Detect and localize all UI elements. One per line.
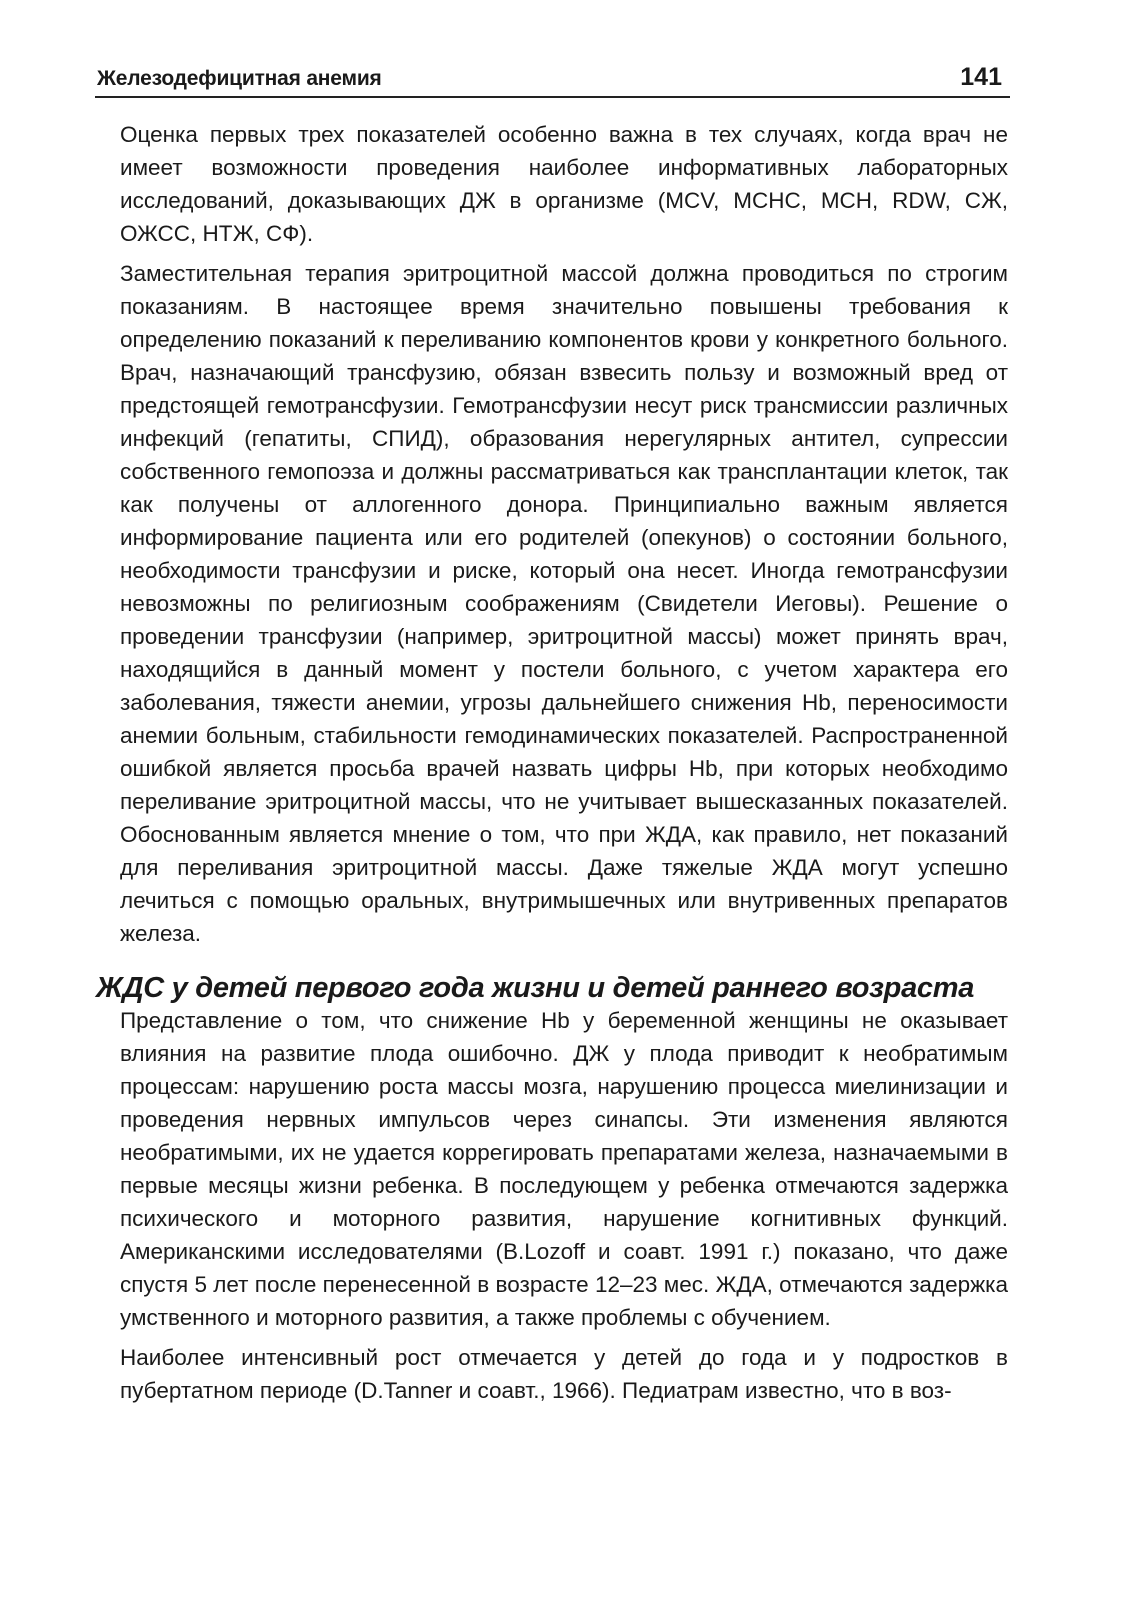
running-title: Железодефицитная анемия [97,67,382,90]
paragraph: Представление о том, что снижение Hb у беременной женщины не оказывает влияния на развитие плода ошибочно. ДЖ у плода приводит к необратимым процессам: нарушению роста массы мозга, нарушению процесса миелинизации и проведения нервных импульсов через синапсы. Эти изменения являются необратимыми, их не удается коррегировать препаратами железа, назначаемыми в первые месяцы жизни ребенка. В последующем у ребенка отмечаются задержка психического и моторного развития, нарушение когнитивных функций. Американскими исследователями (B.Lozoff и соавт. 1991 г.) показано, что даже спустя 5 лет после перенесенной в возрасте 12–23 мес. ЖДА, отмечаются задержка умственного и моторного развития, а также проблемы с обучением. [120,1008,1008,1330]
page-number: 141 [960,63,1002,91]
paragraph: Заместительная терапия эритроцитной массой должна проводиться по строгим показаниям. В настоящее время значительно повышены требования к определению показаний к переливанию компонентов крови у конкретного больного. Врач, назначающий трансфузию, обязан взвесить пользу и возможный вред от предстоящей гемотрансфузии. Гемотрансфузии несут риск трансмиссии различных инфекций (гепатиты, СПИД), образования нерегулярных антител, супрессии собственного гемопоэза и должны рассматриваться как трансплантации клеток, так как получены от аллогенного донора. Принципиально важным является информирование пациента или его родителей (опекунов) о состоянии больного, необходимости трансфузии и риске, который она несет. Иногда гемотрансфузии невозможны по религиозным соображениям (Свидетели Иеговы). Решение о проведении трансфузии (например, эритроцитной массы) может принять врач, находящийся в данный момент у постели больного, с учетом характера его заболевания, тяжести анемии, угрозы дальнейшего снижения Hb, переносимости анемии больным, стабильности гемодинамических показателей. Распространенной ошибкой является просьба врачей назвать цифры Hb, при которых необходимо переливание эритроцитной массы, что не учитывает вышесказанных показателей. Обоснованным является мнение о том, что при ЖДА, как правило, нет показаний для переливания эритроцитной массы. Даже тяжелые ЖДА могут успешно лечиться с помощью оральных, внутримышечных или внутривенных препаратов железа. [120,261,1008,946]
paragraph: Оценка первых трех показателей особенно важна в тех случаях, когда врач не имеет возможности проведения наиболее информативных лабораторных исследований, доказывающих ДЖ в организме (MCV, МСНС, МСН, RDW, СЖ, ОЖСС, НТЖ, СФ). [120,122,1008,246]
paragraph: Наиболее интенсивный рост отмечается у детей до года и у подростков в пубертатном периоде (D.Tanner и соавт., 1966). Педиатрам известно, что в воз- [120,1345,1008,1403]
page-body [96,118,1008,1414]
section-heading: ЖДС у детей первого года жизни и детей раннего возраста [96,972,975,1004]
page-header [95,60,1010,98]
